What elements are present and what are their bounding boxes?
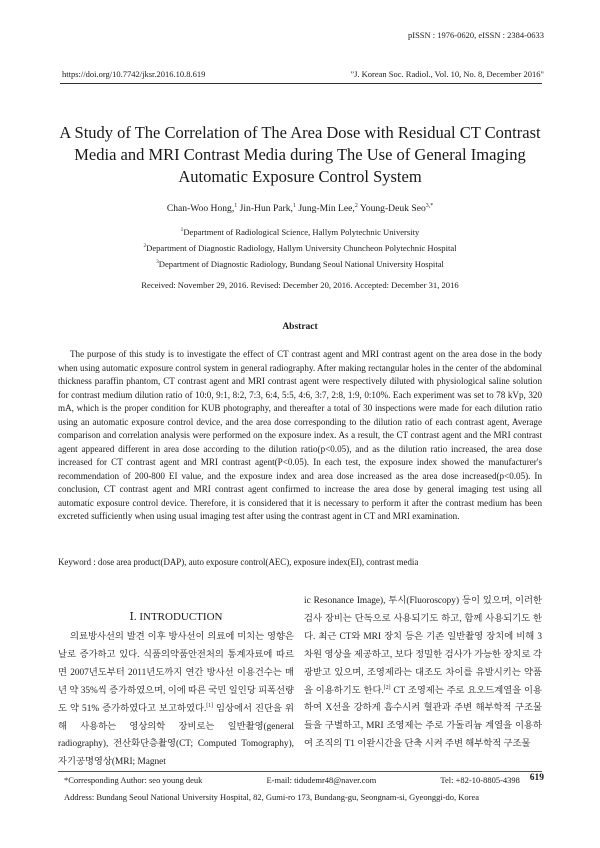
author-name: Jin-Hun Park,: [239, 203, 293, 214]
author-address: Address: Bundang Seoul National University Hospital, 82, Gumi-ro 173, Bundang-gu, Seongnam-si, Gyeonggi-do, Korea: [64, 792, 480, 802]
author-list: [58, 203, 542, 214]
keywords: Keyword : dose area product(DAP), auto exposure control(AEC), exposure index(EI), contrast media: [58, 557, 419, 567]
doi-link[interactable]: https://doi.org/10.7742/jksr.2016.10.8.619: [62, 69, 206, 79]
journal-citation: "J. Korean Soc. Radiol., Vol. 10, No. 8, December 2016": [350, 69, 544, 79]
affiliation-text: Department of Diagnostic Radiology, Hallym University Chuncheon Polytechnic Hospital: [146, 243, 457, 253]
author-sup: 3,*: [425, 202, 434, 209]
abstract-body: The purpose of this study is to investigate the effect of CT contrast agent and MRI contrast agent on the area dose in the body when using automatic exposure control system in general radiography. After making rectangular holes in the center of the abdominal thickness paraffin phantom, CT contrast agent and MRI contrast agent were respectively diluted with physiological saline solution for contrast medium dilution ratio of 10:0, 9:1, 8:2, 7:3, 6:4, 5:5, 4:6, 3:7, 2:8, 1:9, 0:10%. Each experiment was set to 78 kVp, 320 mA, which is the proper condition for KUB photography, and thereafter a total of 30 inspections were made for each dilution ratio using an automatic exposure control device, and the area dose corresponding to the dilution ratio of each contrast agent, Average comparison and correlation analysis were performed on the exposure index. As a result, the CT contrast agent and the MRI contrast agent appeared different in area dose according to the dilution ratio(p<0.05), and as the dilution ratio increased, the area dose increased for CT contrast agent and MRI contrast agent(P<0.05). In each test, the exposure index showed the manufacturer's recommendation of 200-800 EI value, and the exposure index and area dose increased as the area dose increased(p<0.05). In conclusion, CT contrast agent and MRI contrast agent confirmed to increase the area dose by general imaging test using all automatic exposure control device. Therefore, it is considered that it is necessary to perform it after the contrast medium has been excreted sufficiently when using usual imaging test after using the contrast agent in CT and MRI examination.: [58, 349, 542, 521]
corresponding-author: *Corresponding Author: seo young deuk: [64, 775, 203, 785]
author-sup: 1: [292, 202, 296, 209]
issn-line: pISSN : 1976-0620, eISSN : 2384-0633: [407, 30, 544, 40]
intro-left-column: [58, 629, 294, 772]
intro-paragraph: 의료방사선의 발견 이후 방사선이 의료에 미치는 영향은 날로 증가하고 있다. 식품의약품안전처의 통계자료에 따르면 2007년도부터 2011년도까지 연간 방사선 이용건수는 매년 약 35%씩 증가하였으며, 이에 따른 국민 일인당 피폭선량도 약 51% 증가하였다고 보고하였다.: [58, 632, 294, 714]
affiliation-sup: 3: [156, 259, 159, 266]
section-heading-introduction: Ⅰ. INTRODUCTION: [129, 611, 223, 623]
abstract-heading: Abstract: [282, 322, 318, 332]
author-name: Jung-Min Lee,: [298, 203, 355, 214]
author-name: Young-Deuk Seo: [359, 203, 426, 214]
author-sup: 1: [234, 202, 238, 209]
footnote-rule: [58, 771, 542, 772]
affiliation-text: Department of Radiological Science, Hallym Polytechnic University: [183, 227, 420, 237]
author-tel: Tel: +82-10-8805-4398: [440, 775, 520, 785]
affiliation-sup: 2: [143, 243, 147, 250]
page-number: 619: [529, 773, 544, 783]
affiliation-sup: 1: [180, 227, 184, 234]
intro-right-column: [304, 593, 542, 754]
corresponding-author-line: [64, 775, 520, 785]
affiliation-text: Department of Diagnostic Radiology, Bundang Seoul National University Hospital: [158, 259, 444, 269]
citation-ref[interactable]: [1]: [206, 702, 214, 709]
intro-paragraph: 임상에서 진단을 위해 사용하는 영상의학 장비로는 일반촬영(general radiography), 전산화단층촬영(CT; Computed Tomography), 자기공명영상(MRI; Magnet: [58, 703, 294, 768]
header-rule: [60, 83, 542, 84]
received-dates: Received: November 29, 2016. Revised: December 20, 2016. Accepted: December 31, 2016: [141, 280, 459, 290]
author-sup: 2: [354, 202, 358, 209]
affiliation-2: [58, 243, 542, 253]
author-name: Chan-Woo Hong,: [166, 203, 235, 214]
affiliation-3: [58, 259, 542, 269]
author-email[interactable]: E-mail: tidudemr48@naver.com: [266, 775, 377, 785]
intro-paragraph: ic Resonance Image), 투시(Fluoroscopy) 등이 있으며, 이러한 검사 장비는 단독으로 사용되기도 하고, 함께 사용되기도 한다. 최근 CT와 MRI 장치 등은 기존 일반촬영 장치에 비해 3차원 영상을 제공하고, 보다 정밀한 검사가 가능한 장치로 각광받고 있으며, 조영제라는 대조도 차이를 유발시키는 약품을 이용하기도 한다.: [304, 596, 542, 696]
paper-title: A Study of The Correlation of The Area Dose with Residual CT Contrast Media and MRI Contrast Media during The Use of General Imaging Automatic Exposure Control System: [59, 123, 541, 186]
affiliation-1: [58, 227, 542, 237]
intro-paragraph: CT 조영제는 주로 요오드계열을 이용하여 X선을 강하게 흡수시켜 혈관과 주변 해부학적 구조물들을 구별하고, MRI 조영제는 주로 가돌리늄 계열을 이용하여 조직의 T1 이완시간을 단축 시켜 주변 해부학적 구조물: [304, 685, 542, 750]
citation-ref[interactable]: [2]: [383, 684, 391, 691]
